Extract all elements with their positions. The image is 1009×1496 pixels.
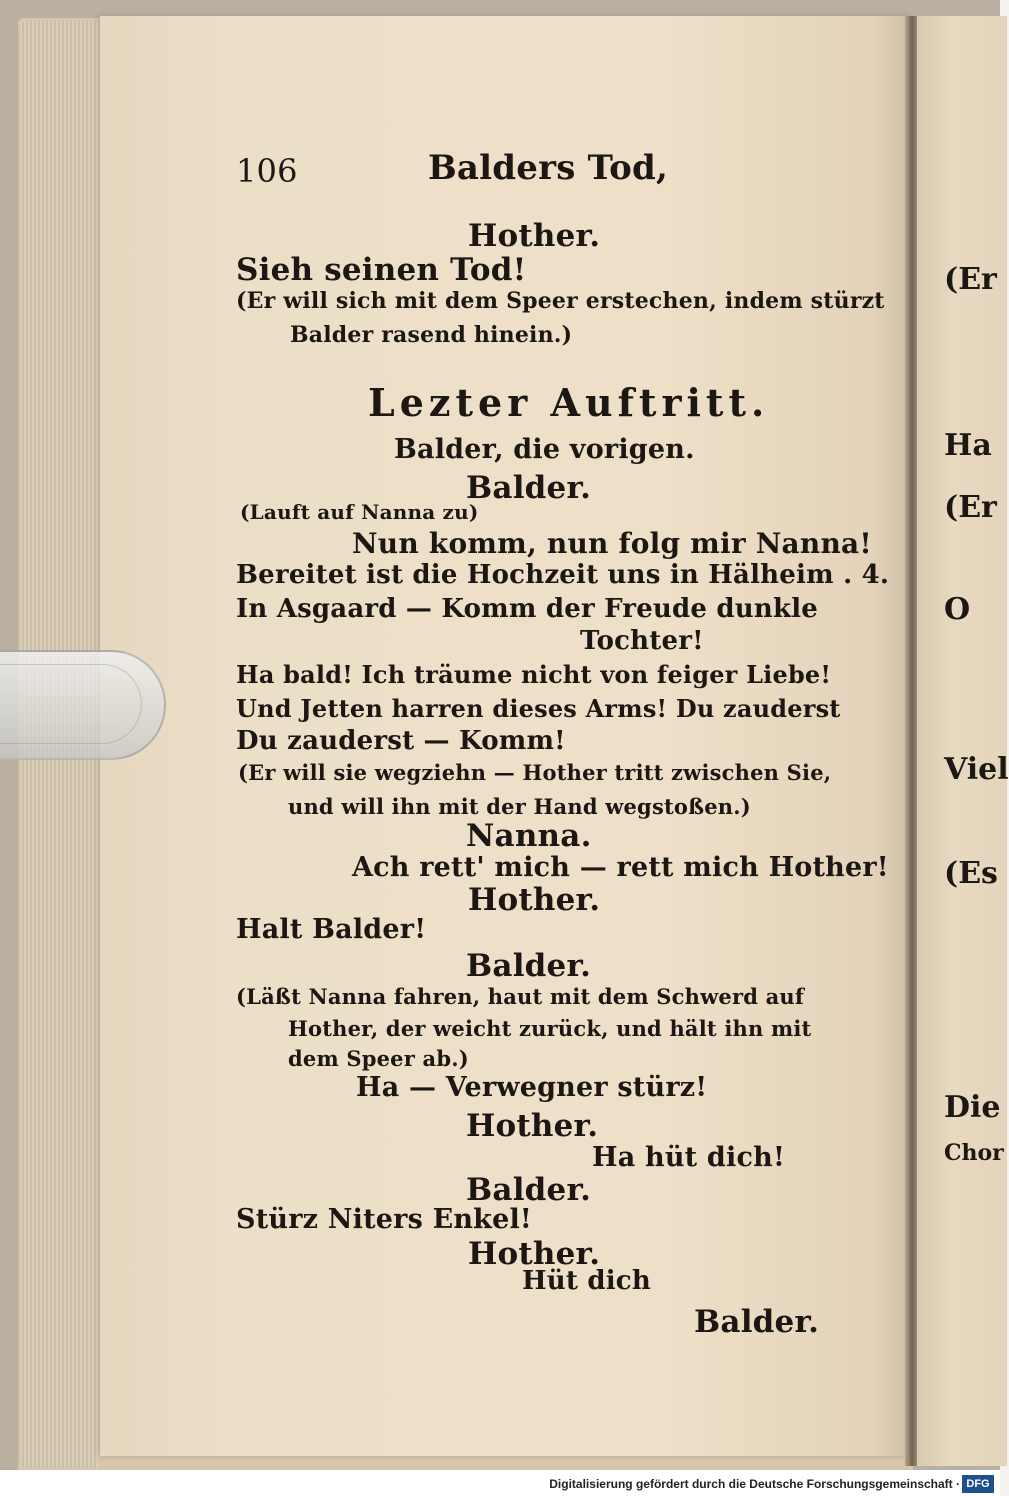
text-line: Halt Balder! [236,914,427,945]
catchword: Balder. [694,1304,820,1340]
speaker-hother: Hother. [468,218,601,254]
page-clip-inner [0,664,142,744]
stage-direction: Hother, der weicht zurück, und hält ihn mit [288,1016,812,1041]
running-title: Balders Tod, [428,148,669,188]
stage-direction: dem Speer ab.) [288,1046,469,1071]
text-line: Ha — Verwegner stürz! [356,1072,708,1103]
right-page-fragment: Die [944,1090,1001,1125]
right-page-fragment: Viel [944,752,1009,787]
text-line: Du zauderst — Komm! [236,726,566,756]
text-line: Hüt dich [522,1266,651,1296]
scene-heading: Lezter Auftritt. [368,380,770,425]
text-line: Sieh seinen Tod! [236,252,527,288]
text-line: Bereitet ist die Hochzeit uns in Hälheim . 4. [236,560,890,590]
right-page-fragment: O [944,592,971,627]
speaker-nanna: Nanna. [466,818,592,854]
text-line: Ha hüt dich! [592,1142,785,1173]
stage-direction: (Lauft auf Nanna zu) [240,500,479,524]
text-line: Ha bald! Ich träume nicht von feiger Liebe! [236,660,832,689]
stage-direction: und will ihn mit der Hand wegstoßen.) [288,794,751,819]
stage-direction: (Er will sich mit dem Speer erstechen, indem stürzt [236,288,885,314]
text-line: Stürz Niters Enkel! [236,1204,532,1235]
text-line: Und Jetten harren dieses Arms! Du zauderst [236,694,841,723]
right-page-fragment: (Es [944,856,998,891]
text-line: In Asgaard — Komm der Freude dunkle [236,594,819,624]
dfg-logo: DFG [962,1475,994,1493]
funding-credit: Digitalisierung gefördert durch die Deutsche Forschungsgemeinschaft · [549,1477,960,1491]
speaker-hother: Hother. [468,1236,601,1272]
right-page-fragment: Ha [944,428,992,463]
text-line: Ach rett' mich — rett mich Hother! [352,852,889,883]
text-line: Tochter! [580,626,704,656]
text-line: Nun komm, nun folg mir Nanna! [352,527,872,560]
speaker-balder: Balder. [466,470,592,506]
stage-direction: (Er will sie wegziehn — Hother tritt zwischen Sie, [238,760,832,785]
speaker-hother: Hother. [466,1108,599,1144]
speaker-hother: Hother. [468,882,601,918]
speaker-balder: Balder. [466,1172,592,1208]
stage-direction: Balder rasend hinein.) [290,322,573,348]
speaker-balder: Balder. [466,948,592,984]
cast-line: Balder, die vorigen. [394,434,695,465]
page-number: 106 [236,152,298,190]
stage-direction: (Läßt Nanna fahren, haut mit dem Schwerd auf [236,984,805,1009]
right-page-fragment: (Er [944,262,997,297]
right-page-fragment: Chor [944,1140,1004,1166]
right-page-fragment: (Er [944,490,997,525]
right-page [917,16,1007,1466]
